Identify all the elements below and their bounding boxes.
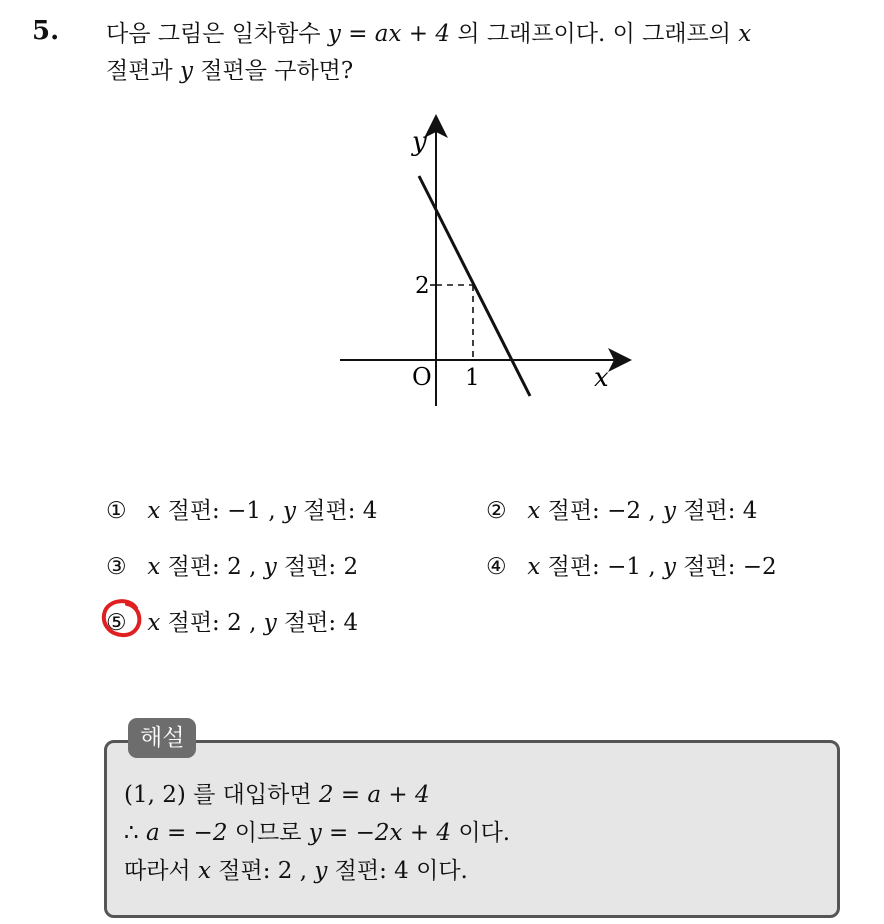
solution-sep: , [299, 858, 308, 884]
choice-3-sep: , [249, 554, 257, 580]
solution-a-value: a = −2 [145, 820, 228, 846]
solution-ylabel: 절편: [334, 858, 387, 884]
choice-5-xvar: x [147, 610, 161, 636]
solution-tag: 해설 [128, 718, 196, 758]
choice-3[interactable] [106, 548, 358, 581]
choice-5-yval: 4 [343, 610, 359, 636]
choice-1-yvar: y [282, 498, 296, 524]
solution-line1-text: 를 대입하면 [193, 782, 312, 808]
choice-3-xval: 2 [227, 554, 242, 580]
choice-5-xlabel: 절편: [167, 610, 220, 636]
question-line1-pre: 다음 그림은 일차함수 [106, 21, 321, 47]
choice-5-sep: , [249, 610, 257, 636]
choice-4-ylabel: 절편: [683, 554, 736, 580]
question-line-1 [106, 16, 866, 53]
choice-4[interactable] [486, 548, 777, 581]
question-line-2 [106, 53, 866, 90]
solution-line3-end: 이다. [416, 858, 468, 884]
choice-3-yvar: y [263, 554, 277, 580]
solution-yvar: y [314, 858, 328, 884]
y-axis-label: y [412, 127, 427, 157]
question-text [106, 16, 866, 90]
choice-4-sep: , [648, 554, 656, 580]
choice-2-xval: −2 [607, 498, 642, 524]
question-line1-post: 의 그래프이다. 이 그래프의 [457, 21, 731, 47]
question-number: 5. [32, 16, 60, 46]
y-tick-label: 2 [415, 273, 430, 299]
choice-1-ylabel: 절편: [303, 498, 356, 524]
choice-2-ylabel: 절편: [683, 498, 736, 524]
choice-2-yval: 4 [742, 498, 758, 524]
solution-line1-equation: 2 = a + 4 [318, 782, 430, 808]
choice-2-xvar: x [527, 498, 541, 524]
choice-3-yval: 2 [343, 554, 359, 580]
question-y-variable: y [179, 58, 193, 84]
question-line2-pre: 절편과 [106, 58, 173, 84]
choice-5-yvar: y [263, 610, 277, 636]
question-equation: y = ax + 4 [327, 21, 451, 47]
choice-5-mark: ⑤ [106, 610, 127, 636]
solution-line-3 [124, 852, 510, 890]
solution-line2-mid: 이므로 [234, 820, 302, 846]
choice-5-xval: 2 [227, 610, 242, 636]
x-axis-label: x [594, 363, 609, 393]
solution-xvar: x [197, 858, 211, 884]
choice-1-mark: ① [106, 498, 127, 524]
choice-1-sep: , [268, 498, 276, 524]
choice-3-ylabel: 절편: [284, 554, 337, 580]
choice-4-yvar: y [662, 554, 676, 580]
choice-2-xlabel: 절편: [547, 498, 600, 524]
solution-line-2 [124, 814, 510, 852]
choice-3-xvar: x [147, 554, 161, 580]
choice-2-mark: ② [486, 498, 507, 524]
choice-1-yval: 4 [362, 498, 378, 524]
choice-2[interactable] [486, 492, 757, 525]
solution-text [124, 776, 510, 890]
function-graph [320, 112, 640, 422]
choice-5-ylabel: 절편: [284, 610, 337, 636]
x-tick-label: 1 [465, 365, 480, 391]
choice-3-mark: ③ [106, 554, 127, 580]
solution-line3-pre: 따라서 [124, 858, 191, 884]
solution-line2-end: 이다. [458, 820, 511, 846]
therefore-symbol: ∴ [124, 820, 139, 846]
choice-2-sep: , [648, 498, 656, 524]
solution-line-1 [124, 776, 510, 814]
solution-point: (1, 2) [124, 782, 186, 808]
choice-3-xlabel: 절편: [167, 554, 220, 580]
solution-xval: 2 [277, 858, 293, 884]
choice-4-yval: −2 [742, 554, 777, 580]
question-x-variable: x [738, 21, 752, 47]
solution-xlabel: 절편: [218, 858, 271, 884]
choice-1[interactable] [106, 492, 377, 525]
choice-1-xlabel: 절편: [167, 498, 220, 524]
choice-4-xvar: x [527, 554, 541, 580]
choice-1-xval: −1 [227, 498, 262, 524]
choice-4-xlabel: 절편: [547, 554, 600, 580]
question-line2-post: 절편을 구하면? [200, 58, 354, 84]
choice-4-mark: ④ [486, 554, 507, 580]
solution-yval: 4 [394, 858, 409, 884]
choice-4-xval: −1 [607, 554, 642, 580]
origin-label: O [412, 363, 432, 391]
solution-line-equation: y = −2x + 4 [308, 820, 452, 846]
choice-2-yvar: y [662, 498, 676, 524]
answer-circle-icon [100, 596, 144, 640]
choice-1-xvar: x [147, 498, 161, 524]
